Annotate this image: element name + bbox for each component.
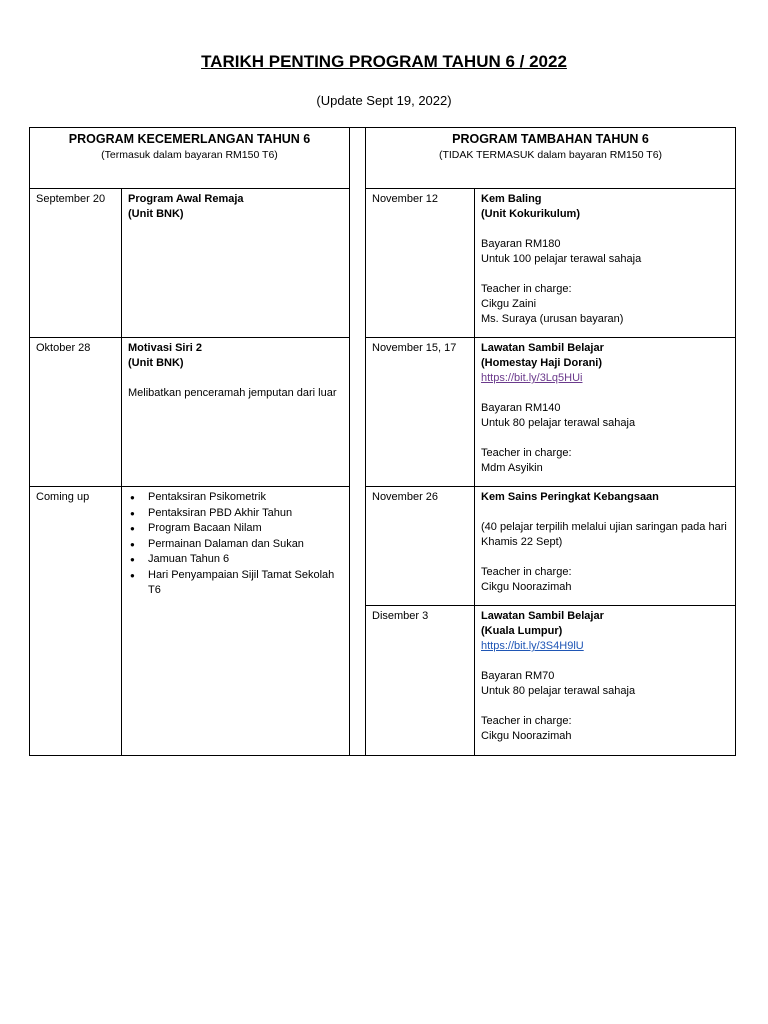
teacher-name: Ms. Suraya (urusan bayaran) — [481, 313, 624, 325]
program-fee: Bayaran RM70 — [481, 670, 555, 682]
teacher-label: Teacher in charge: — [481, 715, 572, 727]
program-note: Melibatkan penceramah jemputan dari luar — [128, 387, 337, 399]
right-row-details — [475, 487, 736, 606]
program-name: Kem Baling — [481, 193, 542, 205]
program-name: Motivasi Siri 2 — [128, 342, 202, 354]
teacher-name: Cikgu Noorazimah — [481, 581, 572, 593]
program-name: Program Awal Remaja — [128, 193, 244, 205]
right-header-subtitle: (TIDAK TERMASUK dalam bayaran RM150 T6) — [438, 149, 663, 161]
program-quota: Untuk 100 pelajar terawal sahaja — [481, 253, 642, 265]
program-name: Lawatan Sambil Belajar — [481, 610, 604, 622]
kl-trip-link[interactable]: https://bit.ly/3S4H9lU — [481, 640, 584, 652]
program-fee: Bayaran RM180 — [481, 238, 561, 250]
right-row-date: November 12 — [366, 189, 475, 338]
list-item: ● Permainan Dalaman dan Sukan — [128, 537, 343, 553]
program-fee: Bayaran RM140 — [481, 402, 561, 414]
program-quota: Untuk 80 pelajar terawal sahaja — [481, 417, 636, 429]
teacher-label: Teacher in charge: — [481, 566, 572, 578]
right-header — [366, 128, 736, 189]
program-name: Lawatan Sambil Belajar — [481, 342, 604, 354]
right-header-title: PROGRAM TAMBAHAN TAHUN 6 — [452, 132, 649, 146]
program-quota: Untuk 80 pelajar terawal sahaja — [481, 685, 636, 697]
update-date: (Update Sept 19, 2022) — [316, 93, 452, 108]
schedule-table — [29, 127, 736, 756]
list-item: ● Hari Penyampaian Sijil Tamat Sekolah T6 — [128, 568, 343, 599]
program-unit: (Unit BNK) — [128, 208, 184, 220]
left-row-date: Coming up — [30, 487, 122, 756]
list-item: ● Jamuan Tahun 6 — [128, 552, 343, 568]
homestay-link[interactable]: https://bit.ly/3Lq5HUi — [481, 372, 583, 384]
program-note: (40 pelajar terpilih melalui ujian saringan pada hari Khamis 22 Sept) — [481, 521, 727, 548]
left-header-subtitle: (Termasuk dalam bayaran RM150 T6) — [101, 149, 278, 161]
column-gap — [350, 128, 366, 756]
list-item: ● Pentaksiran Psikometrik — [128, 490, 343, 506]
right-row-date: Disember 3 — [366, 606, 475, 756]
list-item: ● Program Bacaan Nilam — [128, 521, 343, 537]
teacher-name: Cikgu Noorazimah — [481, 730, 572, 742]
coming-up-list — [128, 490, 343, 599]
left-row-details — [122, 487, 350, 756]
page-title: TARIKH PENTING PROGRAM TAHUN 6 / 2022 — [201, 52, 567, 71]
right-row-date: November 15, 17 — [366, 338, 475, 487]
teacher-name: Cikgu Zaini — [481, 298, 537, 310]
left-row-details — [122, 338, 350, 487]
program-unit: (Unit BNK) — [128, 357, 184, 369]
teacher-label: Teacher in charge: — [481, 283, 572, 295]
left-header — [30, 128, 350, 189]
right-row-details — [475, 606, 736, 756]
left-header-title: PROGRAM KECEMERLANGAN TAHUN 6 — [68, 132, 311, 146]
teacher-label: Teacher in charge: — [481, 447, 572, 459]
left-row-date: Oktober 28 — [30, 338, 122, 487]
right-row-details — [475, 189, 736, 338]
program-unit: (Homestay Haji Dorani) — [481, 357, 603, 369]
list-item: ● Pentaksiran PBD Akhir Tahun — [128, 506, 343, 522]
program-name: Kem Sains Peringkat Kebangsaan — [481, 491, 659, 503]
program-unit: (Kuala Lumpur) — [481, 625, 563, 637]
left-row-date: September 20 — [30, 189, 122, 338]
program-unit: (Unit Kokurikulum) — [481, 208, 580, 220]
right-row-date: November 26 — [366, 487, 475, 606]
right-row-details — [475, 338, 736, 487]
left-row-details — [122, 189, 350, 338]
teacher-name: Mdm Asyikin — [481, 462, 543, 474]
